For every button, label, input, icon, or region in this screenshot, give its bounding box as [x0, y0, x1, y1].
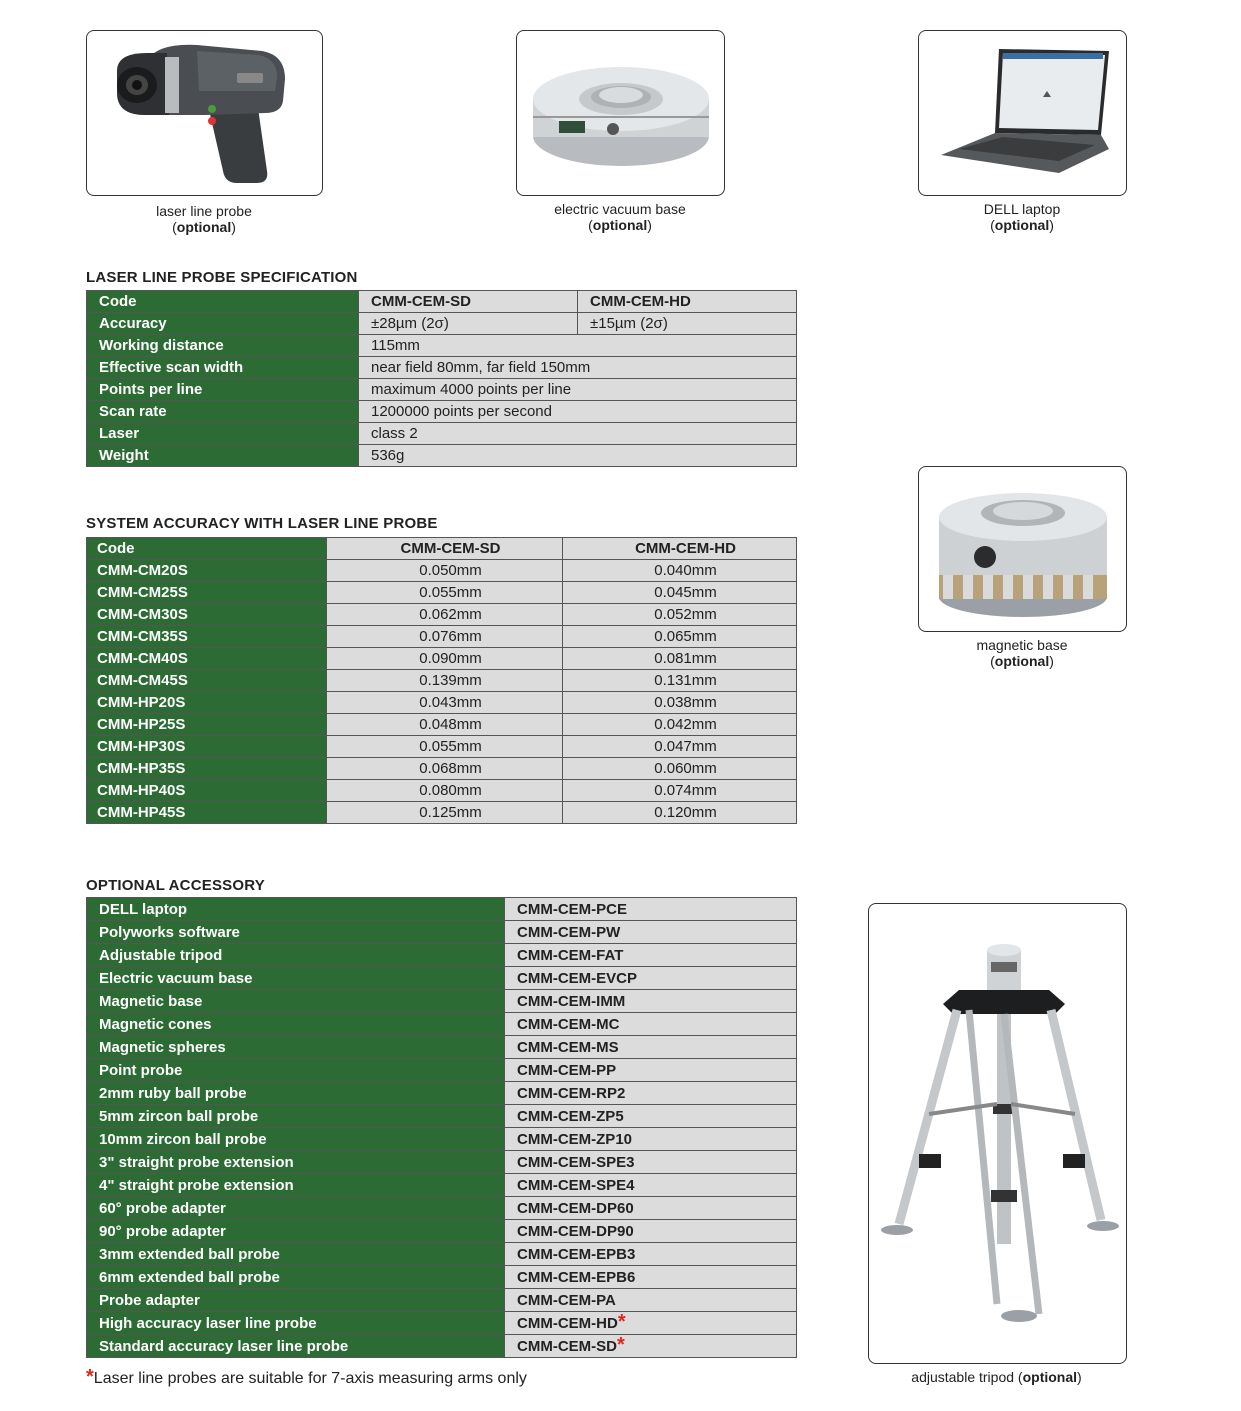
spec-row-label: Laser [87, 423, 359, 445]
table-row [87, 291, 797, 313]
electric-vacuum-base-image [516, 30, 725, 196]
accessory-name: 10mm zircon ball probe [87, 1128, 505, 1151]
system-sd-value: 0.062mm [327, 604, 563, 626]
system-code: CMM-HP45S [87, 802, 327, 824]
accessory-code: CMM-CEM-EVCP [517, 970, 637, 987]
system-sd-value: 0.090mm [327, 648, 563, 670]
table-row [87, 1266, 797, 1289]
accessory-name: Magnetic cones [87, 1013, 505, 1036]
table-row [87, 1335, 797, 1358]
accessory-code-cell [505, 1335, 797, 1358]
accessory-code-cell [505, 1036, 797, 1059]
accessory-name: High accuracy laser line probe [87, 1312, 505, 1335]
accessory-code: CMM-CEM-ZP5 [517, 1108, 624, 1125]
accessory-code-cell [505, 967, 797, 990]
spec-row-value: class 2 [359, 423, 797, 445]
table-row [87, 335, 797, 357]
table-row [87, 736, 797, 758]
table-row [87, 560, 797, 582]
accessory-code: CMM-CEM-PW [517, 924, 621, 941]
table-row [87, 582, 797, 604]
spec-code-label: Code [87, 291, 359, 313]
system-sd-value: 0.055mm [327, 582, 563, 604]
accessory-name: Magnetic spheres [87, 1036, 505, 1059]
system-code: CMM-CM40S [87, 648, 327, 670]
table-row [87, 990, 797, 1013]
accessory-code: CMM-CEM-ZP10 [517, 1131, 632, 1148]
accessory-star: * [616, 1334, 625, 1356]
accessory-name: 4" straight probe extension [87, 1174, 505, 1197]
system-hd-value: 0.060mm [563, 758, 797, 780]
accessory-name: 5mm zircon ball probe [87, 1105, 505, 1128]
accessory-code-cell [505, 1312, 797, 1335]
table-row [87, 357, 797, 379]
system-hd-value: 0.040mm [563, 560, 797, 582]
accessory-code-cell [505, 1174, 797, 1197]
system-hd-value: 0.120mm [563, 802, 797, 824]
accessory-code: CMM-CEM-HD [517, 1315, 618, 1332]
accessory-code: CMM-CEM-MS [517, 1039, 619, 1056]
system-table [86, 537, 797, 824]
table-row [87, 802, 797, 824]
accessory-code-cell [505, 944, 797, 967]
table-row [87, 670, 797, 692]
table-row [87, 538, 797, 560]
footnote-text: Laser line probes are suitable for 7-axis measuring arms only [93, 1370, 527, 1387]
accessory-code-cell [505, 1289, 797, 1312]
table-row [87, 423, 797, 445]
spec-table [86, 290, 797, 467]
table-row [87, 944, 797, 967]
accessory-name: Magnetic base [87, 990, 505, 1013]
accessory-name: 6mm extended ball probe [87, 1266, 505, 1289]
accessory-code-cell [505, 1197, 797, 1220]
spec-row-label: Effective scan width [87, 357, 359, 379]
table-row [87, 758, 797, 780]
system-sd-value: 0.125mm [327, 802, 563, 824]
system-sd-value: 0.055mm [327, 736, 563, 758]
table-row [87, 1220, 797, 1243]
accessory-code: CMM-CEM-EPB6 [517, 1269, 636, 1286]
accessory-code: CMM-CEM-SPE3 [517, 1154, 635, 1171]
accessory-table [86, 897, 797, 1358]
spec-row-label: Points per line [87, 379, 359, 401]
system-hd-value: 0.131mm [563, 670, 797, 692]
accessory-code-cell [505, 1059, 797, 1082]
system-sd-value: 0.139mm [327, 670, 563, 692]
table-row [87, 1036, 797, 1059]
system-sd-value: 0.068mm [327, 758, 563, 780]
dell-laptop-caption: DELL laptop (optional) [983, 201, 1061, 233]
system-hd-value: 0.074mm [563, 780, 797, 802]
accessory-code: CMM-CEM-PCE [517, 901, 627, 918]
accessory-code-cell [505, 1105, 797, 1128]
spec-row-value: 115mm [359, 335, 797, 357]
table-row [87, 626, 797, 648]
accessory-code-cell [505, 1151, 797, 1174]
adjustable-tripod-image [868, 903, 1127, 1364]
table-row [87, 1151, 797, 1174]
accessory-name: DELL laptop [87, 898, 505, 921]
accessory-code: CMM-CEM-PA [517, 1292, 616, 1309]
footnote-star: * [86, 1366, 94, 1388]
system-code: CMM-HP20S [87, 692, 327, 714]
accessory-name: 2mm ruby ball probe [87, 1082, 505, 1105]
accessory-name: Probe adapter [87, 1289, 505, 1312]
system-code: CMM-HP35S [87, 758, 327, 780]
accessory-name: 3" straight probe extension [87, 1151, 505, 1174]
spec-row-label: Weight [87, 445, 359, 467]
accessory-name: 90° probe adapter [87, 1220, 505, 1243]
table-row [87, 692, 797, 714]
system-title: SYSTEM ACCURACY WITH LASER LINE PROBE [86, 515, 438, 532]
system-code: CMM-CM45S [87, 670, 327, 692]
accessory-code: CMM-CEM-DP60 [517, 1200, 634, 1217]
table-row [87, 1197, 797, 1220]
accessory-name: 3mm extended ball probe [87, 1243, 505, 1266]
spec-row-value: 536g [359, 445, 797, 467]
accessory-name: Point probe [87, 1059, 505, 1082]
system-col-sd: CMM-CEM-SD [327, 538, 563, 560]
system-hd-value: 0.042mm [563, 714, 797, 736]
system-sd-value: 0.050mm [327, 560, 563, 582]
accessory-code: CMM-CEM-SPE4 [517, 1177, 635, 1194]
table-row [87, 1289, 797, 1312]
table-row [87, 648, 797, 670]
spec-row-value: near field 80mm, far field 150mm [359, 357, 797, 379]
spec-accuracy-sd: ±28µm (2σ) [359, 313, 578, 335]
accessory-code: CMM-CEM-RP2 [517, 1085, 626, 1102]
accessory-code: CMM-CEM-EPB3 [517, 1246, 636, 1263]
table-row [87, 1128, 797, 1151]
magnetic-base-caption: magnetic base (optional) [976, 637, 1068, 669]
accessory-code: CMM-CEM-SD [517, 1338, 617, 1355]
table-row [87, 313, 797, 335]
spec-title: LASER LINE PROBE SPECIFICATION [86, 269, 358, 286]
system-sd-value: 0.043mm [327, 692, 563, 714]
system-hd-value: 0.065mm [563, 626, 797, 648]
accessory-code: CMM-CEM-DP90 [517, 1223, 634, 1240]
system-code: CMM-CM25S [87, 582, 327, 604]
table-row [87, 967, 797, 990]
system-hd-value: 0.045mm [563, 582, 797, 604]
system-code-label: Code [87, 538, 327, 560]
system-code: CMM-HP40S [87, 780, 327, 802]
dell-laptop-image [918, 30, 1127, 196]
laser-line-probe-caption: laser line probe (optional) [156, 203, 252, 235]
accessory-code-cell [505, 1128, 797, 1151]
system-sd-value: 0.048mm [327, 714, 563, 736]
system-code: CMM-HP30S [87, 736, 327, 758]
accessory-star: * [617, 1311, 626, 1333]
system-code: CMM-HP25S [87, 714, 327, 736]
accessory-code-cell [505, 1243, 797, 1266]
accessory-code-cell [505, 921, 797, 944]
accessory-name: Electric vacuum base [87, 967, 505, 990]
spec-accuracy-label: Accuracy [87, 313, 359, 335]
accessory-code: CMM-CEM-MC [517, 1016, 620, 1033]
table-row [87, 604, 797, 626]
table-row [87, 921, 797, 944]
system-col-hd: CMM-CEM-HD [563, 538, 797, 560]
accessory-code-cell [505, 1266, 797, 1289]
system-code: CMM-CM20S [87, 560, 327, 582]
spec-row-label: Scan rate [87, 401, 359, 423]
accessory-name: Adjustable tripod [87, 944, 505, 967]
table-row [87, 898, 797, 921]
table-row [87, 1243, 797, 1266]
spec-col-sd: CMM-CEM-SD [359, 291, 578, 313]
system-hd-value: 0.081mm [563, 648, 797, 670]
accessory-name: Polyworks software [87, 921, 505, 944]
spec-row-label: Working distance [87, 335, 359, 357]
table-row [87, 1105, 797, 1128]
accessory-name: Standard accuracy laser line probe [87, 1335, 505, 1358]
accessory-code-cell [505, 1013, 797, 1036]
footnote [86, 1366, 527, 1389]
table-row [87, 401, 797, 423]
spec-row-value: maximum 4000 points per line [359, 379, 797, 401]
system-hd-value: 0.047mm [563, 736, 797, 758]
table-row [87, 445, 797, 467]
system-sd-value: 0.076mm [327, 626, 563, 648]
table-row [87, 1059, 797, 1082]
accessory-code: CMM-CEM-IMM [517, 993, 626, 1010]
table-row [87, 379, 797, 401]
table-row [87, 780, 797, 802]
system-hd-value: 0.052mm [563, 604, 797, 626]
system-code: CMM-CM35S [87, 626, 327, 648]
accessory-code: CMM-CEM-FAT [517, 947, 624, 964]
table-row [87, 1312, 797, 1335]
electric-vacuum-base-caption: electric vacuum base (optional) [554, 201, 686, 233]
accessory-code-cell [505, 1082, 797, 1105]
system-sd-value: 0.080mm [327, 780, 563, 802]
table-row [87, 1082, 797, 1105]
accessory-code-cell [505, 898, 797, 921]
laser-line-probe-image [86, 30, 323, 196]
system-hd-value: 0.038mm [563, 692, 797, 714]
accessory-code: CMM-CEM-PP [517, 1062, 617, 1079]
accessory-code-cell [505, 990, 797, 1013]
system-code: CMM-CM30S [87, 604, 327, 626]
adjustable-tripod-caption: adjustable tripod (optional) [911, 1369, 1082, 1385]
magnetic-base-image [918, 466, 1127, 632]
table-row [87, 1013, 797, 1036]
accessory-name: 60° probe adapter [87, 1197, 505, 1220]
accessory-code-cell [505, 1220, 797, 1243]
table-row [87, 1174, 797, 1197]
table-row [87, 714, 797, 736]
spec-col-hd: CMM-CEM-HD [578, 291, 797, 313]
accessory-title: OPTIONAL ACCESSORY [86, 877, 265, 894]
spec-row-value: 1200000 points per second [359, 401, 797, 423]
spec-accuracy-hd: ±15µm (2σ) [578, 313, 797, 335]
